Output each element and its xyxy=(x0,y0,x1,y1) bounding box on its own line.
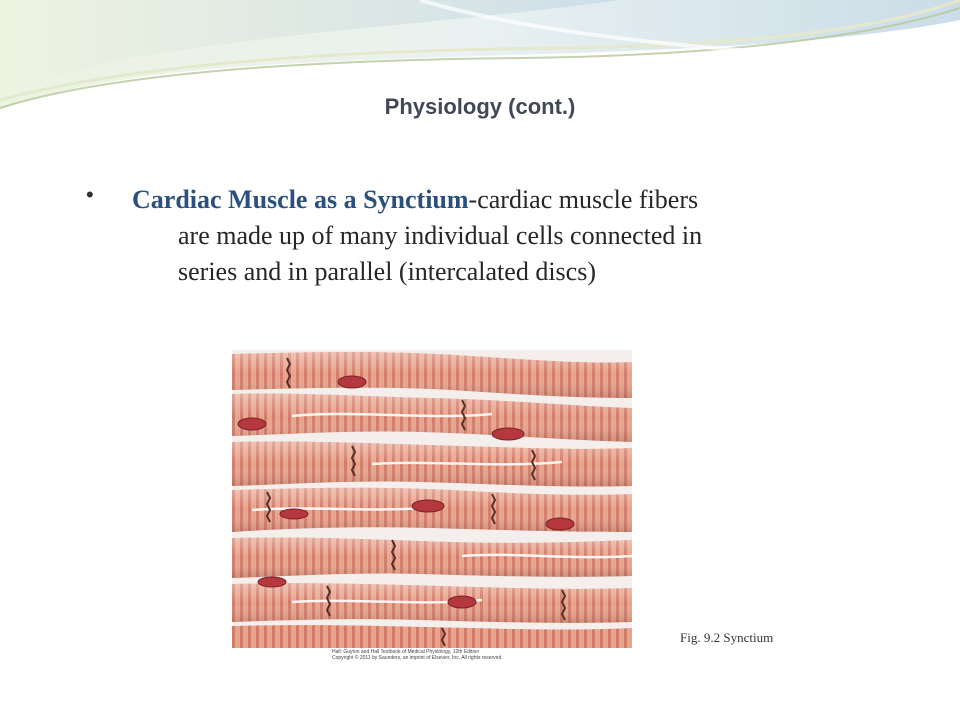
figure-credit-line1: Hall: Guyton and Hall Textbook of Medical Physiology, 12th Edition xyxy=(332,649,480,655)
bullet-text-line2: are made up of many individual cells connected in xyxy=(178,221,703,250)
slide-title: Physiology (cont.) xyxy=(384,94,576,119)
bullet-term: Cardiac Muscle as a Synctium xyxy=(132,185,469,214)
cardiac-muscle-illustration xyxy=(232,350,632,662)
bullet-item xyxy=(132,182,852,290)
figure-caption: Fig. 9.2 Synctium xyxy=(680,630,774,645)
figure-credit-line2: Copyright © 2011 by Saunders, an imprint of Elsevier, Inc. All rights reserved. xyxy=(332,655,503,661)
synctium-figure xyxy=(232,350,632,662)
bullet-marker: • xyxy=(86,182,94,207)
bullet-text-line3: series and in parallel (intercalated discs) xyxy=(178,257,596,286)
figure-credit xyxy=(332,649,632,661)
bullet-text-line1: -cardiac muscle fibers xyxy=(468,185,699,214)
